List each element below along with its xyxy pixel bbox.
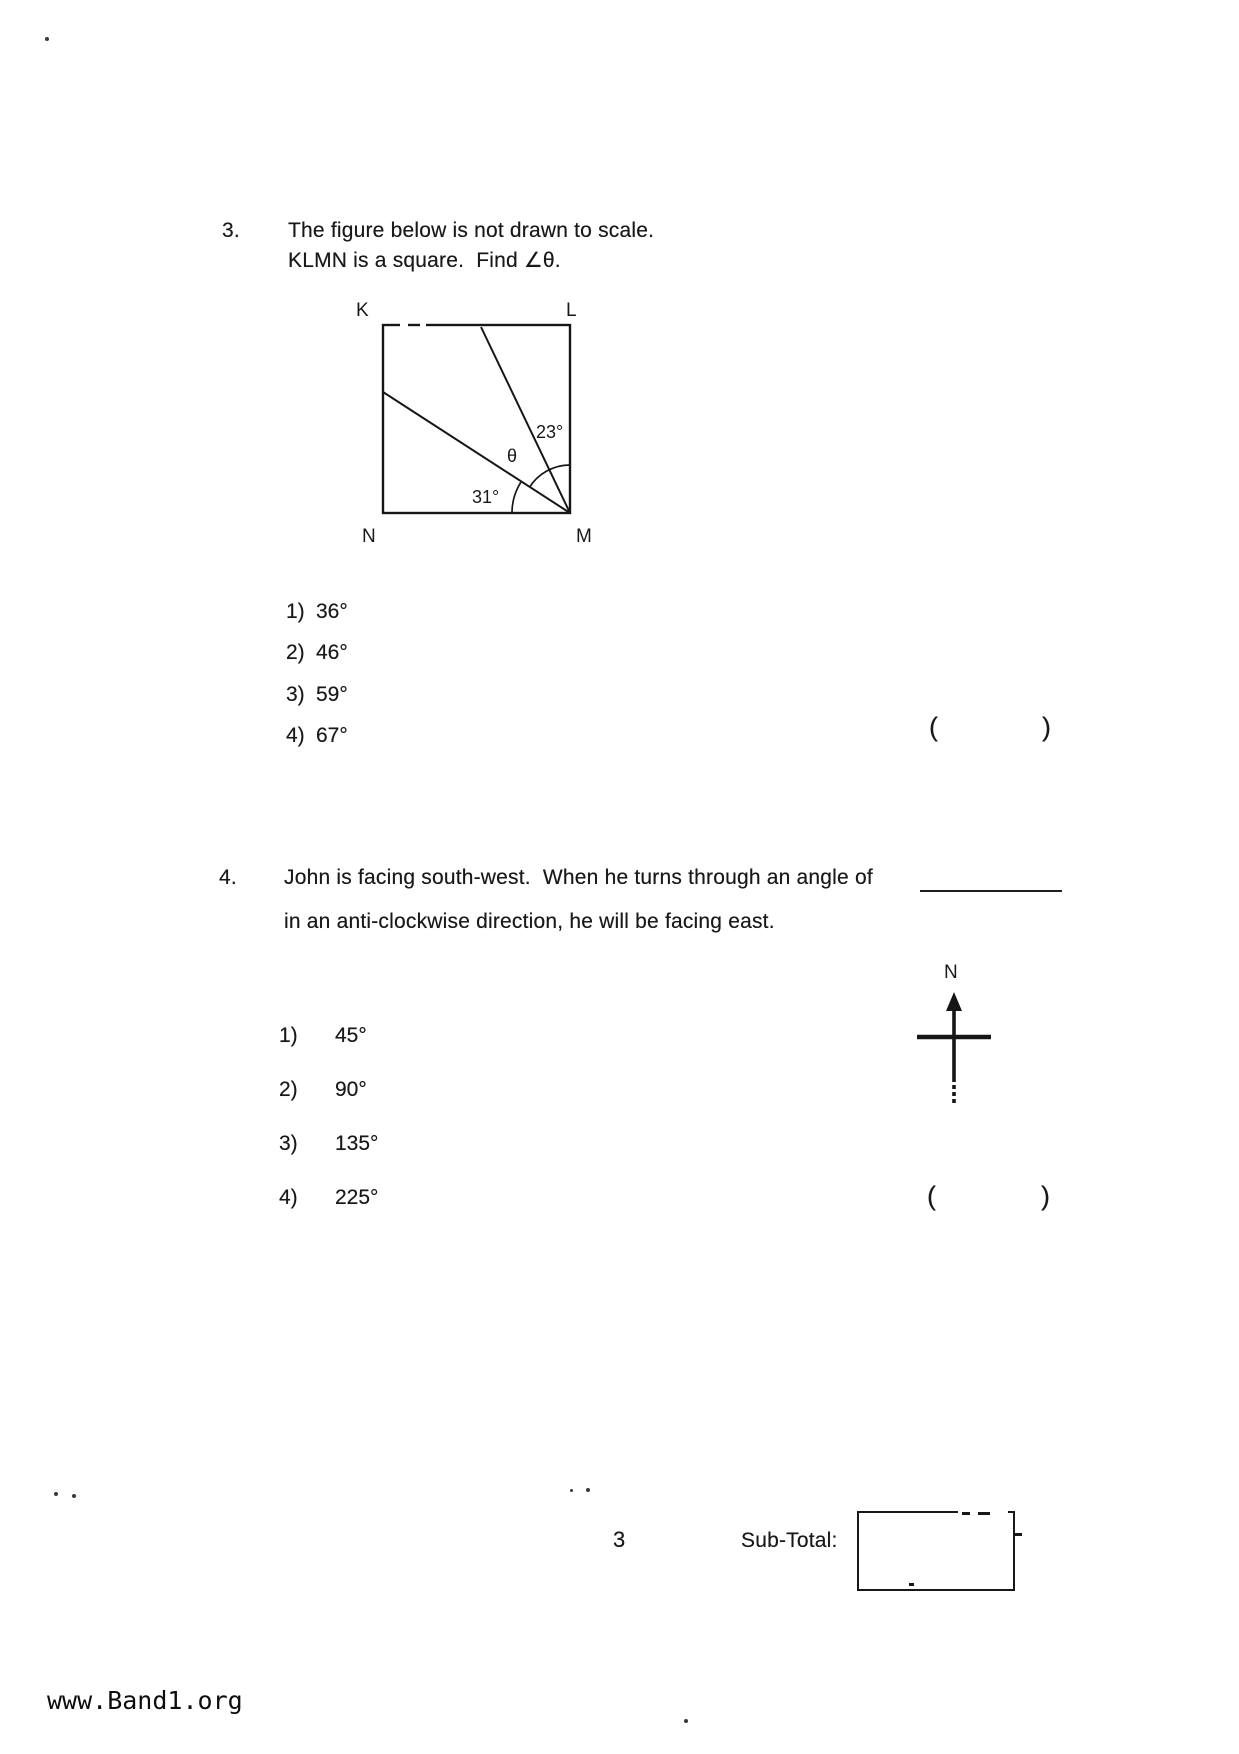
q4-option-4-value: 225° xyxy=(335,1186,379,1209)
q3-answer-bracket-open: ( xyxy=(929,712,938,742)
q4-option-2-value: 90° xyxy=(335,1078,367,1101)
q4-option-3-label: 3) xyxy=(279,1132,298,1155)
q3-option-3-label: 3) xyxy=(286,683,305,706)
q4-option-4-label: 4) xyxy=(279,1186,298,1209)
q4-option-1 xyxy=(279,1024,367,1048)
compass-north-label: N xyxy=(944,962,958,983)
q3-option-3-value: 59° xyxy=(316,683,348,706)
q4-answer-blank xyxy=(920,890,1062,892)
angle-label-23: 23° xyxy=(536,422,564,442)
q3-option-1 xyxy=(286,600,348,624)
q4-prompt-line1: John is facing south-west. When he turns through an angle of xyxy=(284,866,873,889)
q3-option-4-label: 4) xyxy=(286,724,305,747)
q3-answer-bracket-close: ) xyxy=(1042,712,1051,742)
q3-option-4-value: 67° xyxy=(316,724,348,747)
vertex-label-l: L xyxy=(566,300,577,321)
q3-figure xyxy=(340,292,610,557)
q4-option-1-value: 45° xyxy=(335,1024,367,1047)
angle-label-theta: θ xyxy=(507,446,518,466)
scan-dot xyxy=(45,37,49,41)
vertex-label-n: N xyxy=(362,526,376,547)
page-number: 3 xyxy=(613,1527,626,1552)
q4-number: 4. xyxy=(219,866,237,889)
q4-option-3-value: 135° xyxy=(335,1132,379,1155)
scan-dash xyxy=(962,1512,970,1515)
q3-option-1-value: 36° xyxy=(316,600,348,623)
q3-prompt-line1: The figure below is not drawn to scale. xyxy=(288,219,655,242)
square-klmn xyxy=(383,325,570,513)
q4-answer-bracket-open: ( xyxy=(927,1181,936,1211)
scan-dot xyxy=(684,1719,688,1723)
q4-option-2 xyxy=(279,1078,367,1102)
angle-arc-31 xyxy=(512,482,521,513)
q4-compass-figure xyxy=(900,948,1015,1113)
scan-dot xyxy=(570,1489,573,1492)
vertex-label-m: M xyxy=(576,526,592,547)
q4-option-3 xyxy=(279,1132,378,1156)
scan-tick xyxy=(1013,1533,1022,1536)
q4-answer-bracket-close: ) xyxy=(1041,1181,1050,1211)
q3-option-2-value: 46° xyxy=(316,641,348,664)
q3-option-2 xyxy=(286,641,348,665)
subtotal-box xyxy=(857,1511,1015,1591)
q3-option-4 xyxy=(286,724,348,748)
scan-dash xyxy=(978,1512,990,1515)
q4-option-1-label: 1) xyxy=(279,1024,298,1047)
angle-label-31: 31° xyxy=(472,487,500,507)
q3-prompt-line2: KLMN is a square. Find ∠θ. xyxy=(288,249,561,272)
q3-option-2-label: 2) xyxy=(286,641,305,664)
q3-option-3 xyxy=(286,683,348,707)
q3-option-1-label: 1) xyxy=(286,600,305,623)
scan-dot xyxy=(586,1488,590,1492)
q4-option-2-label: 2) xyxy=(279,1078,298,1101)
q4-prompt-line2: in an anti-clockwise direction, he will be facing east. xyxy=(284,910,775,933)
subtotal-label: Sub-Total: xyxy=(741,1529,838,1552)
scan-dash xyxy=(909,1583,914,1586)
q4-option-4 xyxy=(279,1186,378,1210)
vertex-label-k: K xyxy=(356,300,369,321)
scan-dot xyxy=(54,1492,58,1496)
scan-dot xyxy=(72,1494,76,1498)
q3-number: 3. xyxy=(222,219,240,242)
website-footer: www.Band1.org xyxy=(47,1686,243,1715)
